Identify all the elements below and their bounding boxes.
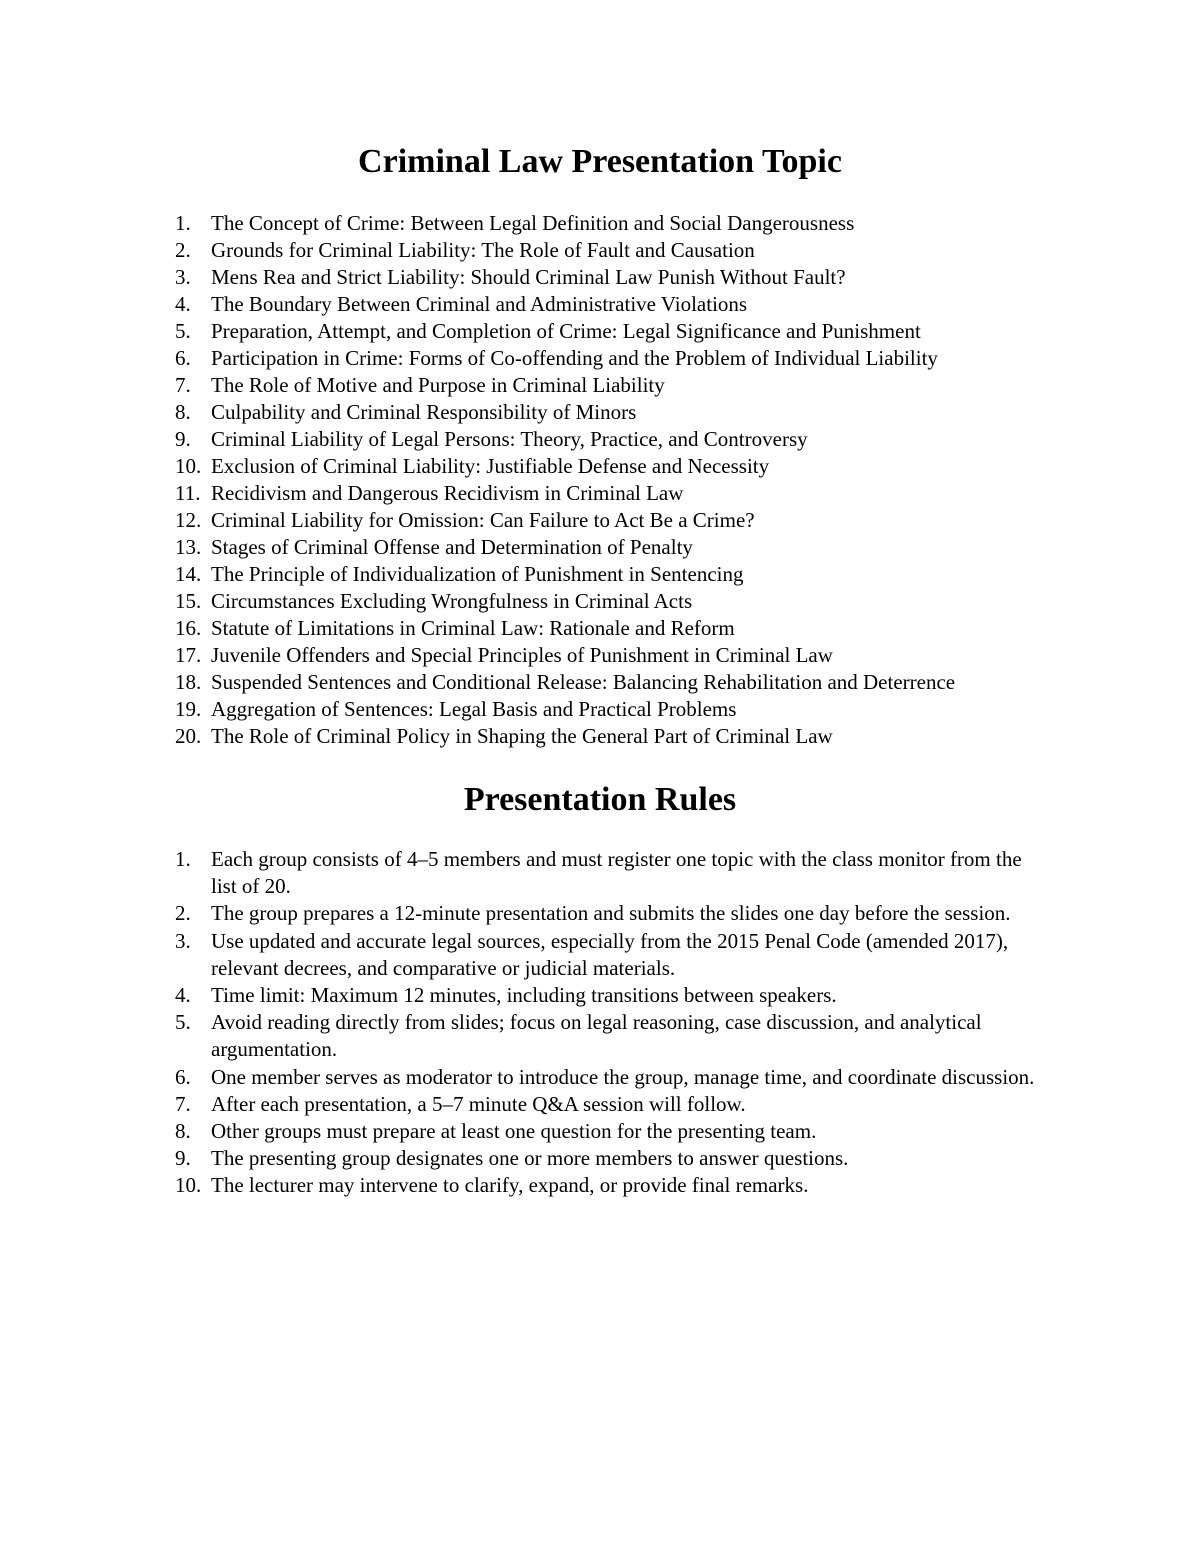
topic-item (0, 561, 1051, 588)
rule-text: Time limit: Maximum 12 minutes, including transitions between speakers. (211, 983, 837, 1008)
rule-number: 5. (175, 1010, 191, 1035)
topic-text: Stages of Criminal Offense and Determination of Penalty (211, 535, 693, 559)
rule-text: Use updated and accurate legal sources, especially from the 2015 Penal Code (amended 2017), relevant decrees, and comparative or judicial materials. (211, 928, 1009, 980)
topic-text: Suspended Sentences and Conditional Release: Balancing Rehabilitation and Deterrence (211, 670, 956, 694)
topic-number: 13. (175, 535, 202, 559)
rule-item (0, 1145, 1041, 1172)
rule-number: 6. (175, 1064, 191, 1089)
topic-number: 2. (175, 238, 191, 262)
topic-item (0, 453, 1051, 480)
rule-number: 10. (175, 1173, 202, 1198)
topic-item (0, 534, 1051, 561)
topic-number: 8. (175, 400, 191, 424)
rule-number: 8. (175, 1119, 191, 1144)
rule-item (0, 1118, 1041, 1145)
rule-item (0, 1009, 1041, 1063)
topic-item (0, 426, 1051, 453)
topic-item (0, 237, 1051, 264)
topic-item (0, 291, 1051, 318)
rules-heading: Presentation Rules (463, 781, 737, 818)
topic-text: Preparation, Attempt, and Completion of Crime: Legal Significance and Punishment (211, 319, 921, 343)
rules-list (0, 846, 1200, 1200)
rule-text: Avoid reading directly from slides; focus on legal reasoning, case discussion, and analytical argumentation. (211, 1010, 982, 1062)
topic-item (0, 210, 1051, 237)
topic-text: Participation in Crime: Forms of Co-offending and the Problem of Individual Liability (211, 346, 938, 370)
rule-text: After each presentation, a 5–7 minute Q&A session will follow. (211, 1091, 746, 1116)
topic-text: The Principle of Individualization of Punishment in Sentencing (211, 562, 744, 586)
topic-item (0, 723, 1051, 750)
topic-number: 20. (175, 724, 202, 748)
topic-item (0, 642, 1051, 669)
topic-item (0, 669, 1051, 696)
topic-number: 5. (175, 319, 191, 343)
topic-item (0, 615, 1051, 642)
topic-text: Aggregation of Sentences: Legal Basis and Practical Problems (211, 697, 737, 721)
topic-number: 10. (175, 454, 202, 478)
topics-heading: Criminal Law Presentation Topic (358, 143, 842, 180)
topic-text: The Concept of Crime: Between Legal Definition and Social Dangerousness (211, 211, 855, 235)
rule-text: The group prepares a 12-minute presentation and submits the slides one day before the session. (211, 901, 1011, 926)
rule-item (0, 846, 1041, 900)
rule-text: Other groups must prepare at least one question for the presenting team. (211, 1119, 817, 1144)
topic-number: 3. (175, 265, 191, 289)
topic-item (0, 264, 1051, 291)
rule-number: 9. (175, 1146, 191, 1171)
topic-text: Culpability and Criminal Responsibility of Minors (211, 400, 637, 424)
rule-text: One member serves as moderator to introduce the group, manage time, and coordinate discussion. (211, 1064, 1035, 1089)
rule-text: The lecturer may intervene to clarify, expand, or provide final remarks. (211, 1173, 809, 1198)
topic-number: 6. (175, 346, 191, 370)
topic-text: Exclusion of Criminal Liability: Justifiable Defense and Necessity (211, 454, 770, 478)
rule-item (0, 1064, 1041, 1091)
topic-text: Juvenile Offenders and Special Principles of Punishment in Criminal Law (211, 643, 833, 667)
topic-text: Criminal Liability for Omission: Can Failure to Act Be a Crime? (211, 508, 755, 532)
topic-text: The Role of Motive and Purpose in Criminal Liability (211, 373, 665, 397)
topic-text: Recidivism and Dangerous Recidivism in Criminal Law (211, 481, 684, 505)
rule-text: Each group consists of 4–5 members and must register one topic with the class monitor from the list of 20. (211, 847, 1022, 899)
rule-number: 7. (175, 1091, 191, 1116)
rule-item (0, 982, 1041, 1009)
rule-number: 1. (175, 847, 191, 871)
rule-item (0, 1172, 1041, 1199)
topic-item (0, 507, 1051, 534)
topic-number: 12. (175, 508, 202, 532)
topic-number: 11. (175, 481, 201, 505)
topic-number: 19. (175, 697, 202, 721)
topic-number: 16. (175, 616, 202, 640)
topic-item (0, 372, 1051, 399)
topic-number: 14. (175, 562, 202, 586)
topic-text: The Role of Criminal Policy in Shaping the General Part of Criminal Law (211, 724, 833, 748)
topic-number: 17. (175, 643, 202, 667)
rule-item (0, 928, 1041, 982)
topic-text: Criminal Liability of Legal Persons: Theory, Practice, and Controversy (211, 427, 808, 451)
rule-item (0, 1091, 1041, 1118)
topic-number: 9. (175, 427, 191, 451)
topic-text: Mens Rea and Strict Liability: Should Criminal Law Punish Without Fault? (211, 265, 846, 289)
rule-text: The presenting group designates one or more members to answer questions. (211, 1146, 849, 1171)
topic-item (0, 318, 1051, 345)
rule-number: 2. (175, 901, 191, 926)
topics-list (0, 210, 1200, 750)
topic-item (0, 345, 1051, 372)
rule-number: 4. (175, 983, 191, 1008)
topic-item (0, 696, 1051, 723)
topic-item (0, 399, 1051, 426)
topic-text: Statute of Limitations in Criminal Law: Rationale and Reform (211, 616, 735, 640)
topic-item (0, 480, 1051, 507)
topic-number: 4. (175, 292, 191, 316)
topic-number: 15. (175, 589, 202, 613)
topic-number: 18. (175, 670, 202, 694)
topic-text: The Boundary Between Criminal and Administrative Violations (211, 292, 748, 316)
topic-text: Circumstances Excluding Wrongfulness in Criminal Acts (211, 589, 693, 613)
rule-number: 3. (175, 928, 191, 953)
rule-item (0, 900, 1041, 927)
topic-text: Grounds for Criminal Liability: The Role of Fault and Causation (211, 238, 755, 262)
topic-number: 7. (175, 373, 191, 397)
topic-item (0, 588, 1051, 615)
topic-number: 1. (175, 211, 191, 235)
